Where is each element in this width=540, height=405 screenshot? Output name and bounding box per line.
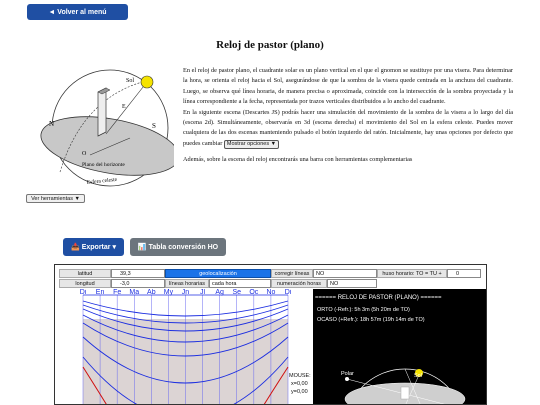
correct-lines-select[interactable]: NO [313,269,377,278]
paragraph-1: En el reloj de pastor plano, el cuadrante solar es un plano vertical en el que el gnomon se sustituye por una visera. Para determinar la hora, se orienta el reloj hacia el Sol, asegurándose de que la sombra de la visera quede centrada en la anchura del cuadrante. Luego, se observa qué línea horaria, de manera precisa o aproximada, coincide con la intersección de la sombra proyectada y la línea correspondiente a la fecha, representada por trazos verticales distribuidos a lo ancho del cuadrante. [183,67,513,106]
sun-icon [141,76,153,88]
celestial-sphere-label: Esfera celeste [86,176,118,186]
celestial-3d-scene[interactable] [313,289,487,405]
month-label: Ab [147,289,156,296]
latitude-label: latitud [59,269,111,278]
polar-label: Polar [341,371,354,377]
month-label: Fe [113,289,122,296]
geolocation-button[interactable]: geolocalización [165,269,271,278]
paragraph-3: Además, sobre la escena del reloj encontrarás una barra con herramientas complementarias [183,156,413,164]
sundial-2d-scene[interactable] [55,289,313,405]
dial-plot[interactable] [55,289,313,405]
description-text [183,66,513,166]
south-label: S [152,122,156,130]
export-button[interactable]: 📥 Exportar ▾ [63,238,124,256]
mouse-x: x=0,00 [291,381,308,387]
hour-lines-select[interactable]: cada hora [209,279,271,288]
longitude-input[interactable]: -3,0 [111,279,165,288]
sunrise-text: ORTO (-Refr.): 5h 3m (5h 20m de TO) [317,307,410,313]
hour-numbering-select[interactable]: NO [327,279,377,288]
sunset-text: OCASO (+Refr.): 18h 57m (19h 14m de TO) [317,317,425,323]
month-label: Se [232,289,242,296]
paragraph-2: En la siguiente escena (Descartes JS) podrás hacer una simulación del movimiento de la sombra de la visera a lo largo del día (escena 2d). Simultáneamente, observarás en 3d (escena derecha) el movimiento del Sol en la esfera celeste. Puedes mover cualquiera de las dos escenas manteniendo pulsado el botón izquierdo del ratón. Inicialmente, hay unas opciones por defecto que puedes cambiar Mostrar opciones ▼ [183,108,513,147]
month-label: Jl [200,289,206,296]
month-label: Di [79,289,87,296]
east-label: E [122,104,126,110]
correct-lines-label: corregir líneas [271,269,313,278]
ho-conversion-table-button[interactable]: 📊 Tabla conversión HO [130,238,226,256]
sundial-icon [401,387,409,399]
west-label: O [82,151,87,157]
hour-lines-label: líneas horarias [165,279,209,288]
month-label: No [266,289,276,296]
latitude-input[interactable]: 39,3 [111,269,165,278]
horizon-plane-label: Plano del horizonte [82,162,125,168]
show-options-button[interactable]: Mostrar opciones ▼ [224,140,279,149]
north-label: N [49,120,55,128]
month-label: Oc [249,289,259,296]
mouse-y: y=0,00 [291,389,308,395]
time-zone-label: huso horario: TO = TU + [377,269,447,278]
back-to-menu-button[interactable]: ◄ Volver al menú [27,4,128,20]
descartes-scene[interactable] [54,264,487,405]
month-label: Ag [215,289,224,296]
page-title: Reloj de pastor (plano) [216,39,324,51]
month-label: Jn [181,289,190,296]
mouse-label: MOUSE: [289,373,311,379]
month-label: En [95,289,105,296]
polar-star-icon [345,377,349,381]
month-label: Ma [129,289,140,296]
sun-label: Sol [414,373,422,379]
scene-title: ====== RELOJ DE PASTOR (PLANO) ====== [315,295,442,301]
time-zone-input[interactable]: 0 [447,269,481,278]
month-label: My [163,289,174,296]
sun-label: Sol [126,78,135,84]
hour-numbering-label: numeración horas [271,279,327,288]
celestial-sphere-figure [22,60,174,190]
show-tools-button[interactable]: Ver herramientas ▼ [26,194,85,203]
month-label: Di [284,289,292,296]
longitude-label: longitud [59,279,111,288]
